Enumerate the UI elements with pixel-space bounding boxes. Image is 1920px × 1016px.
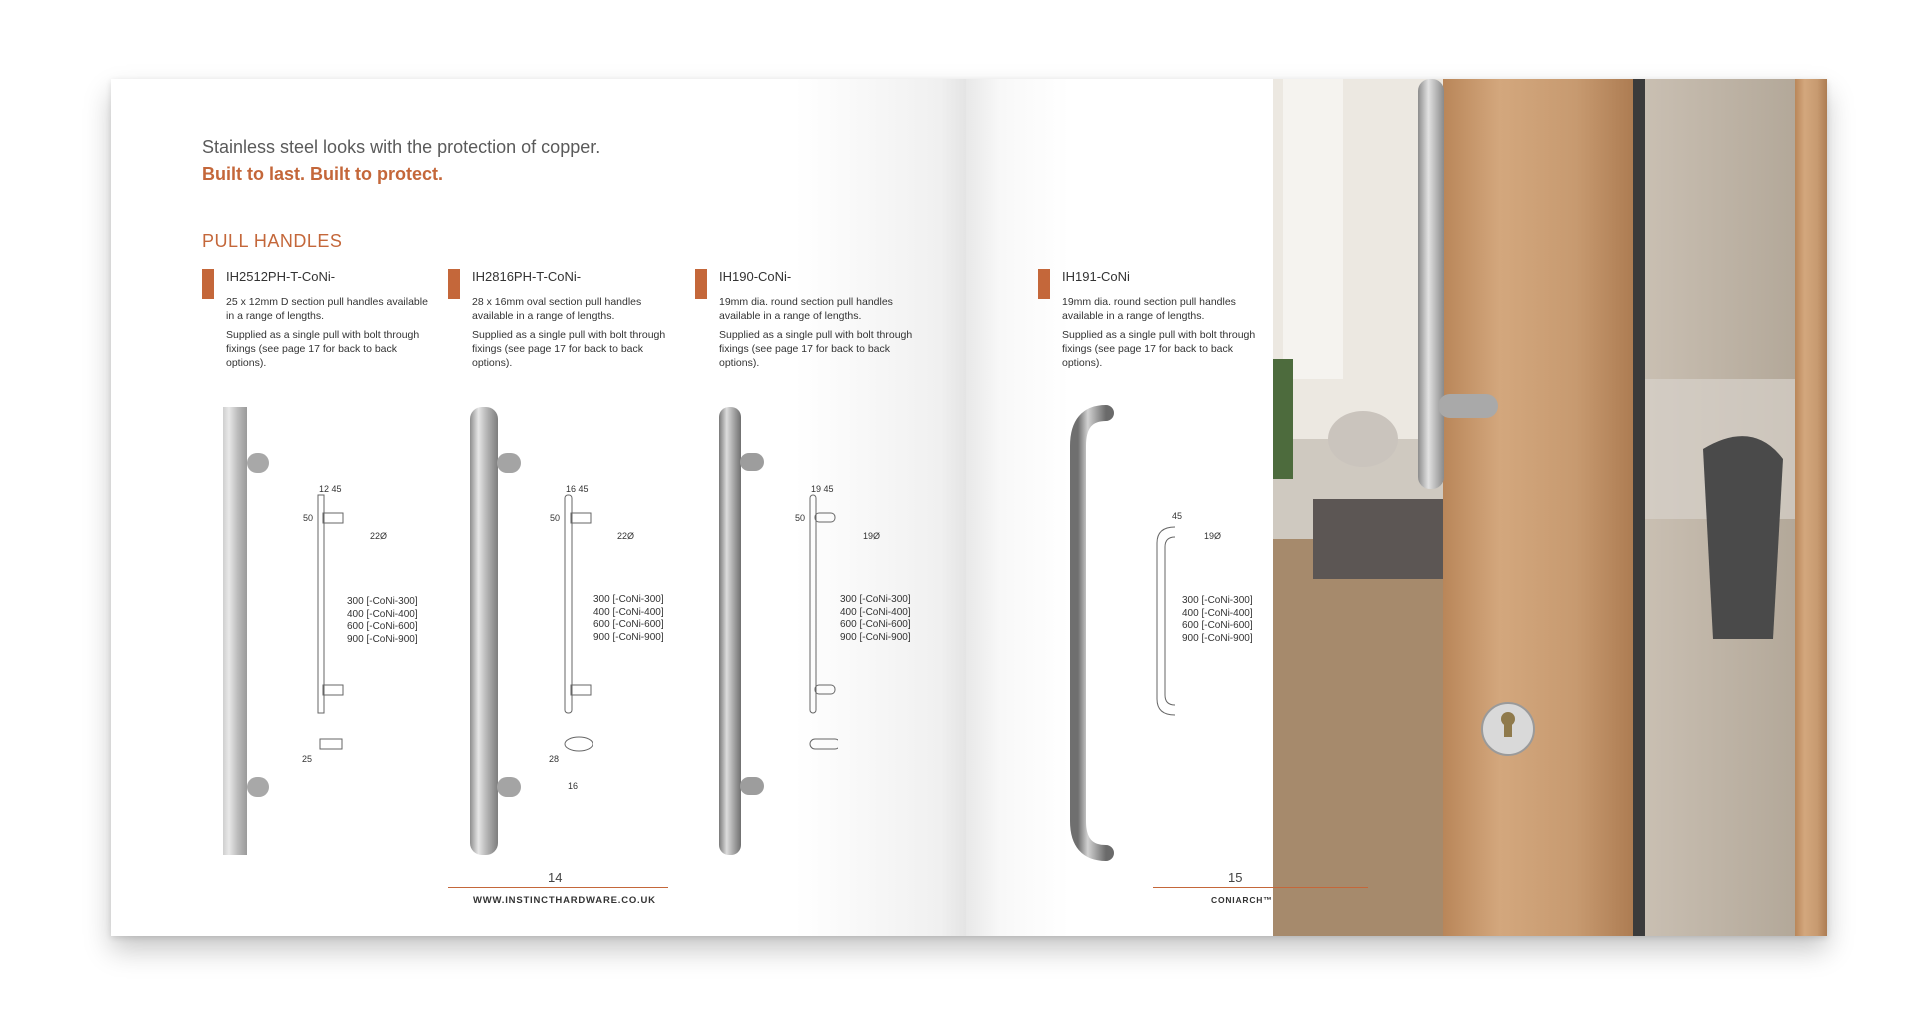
dimension-section: 25	[302, 754, 313, 764]
dimension-diameter: 22Ø	[617, 531, 635, 541]
footer-rule	[1153, 887, 1368, 888]
d-pull-handle-image	[1066, 401, 1126, 861]
description-line-2: Supplied as a single pull with bolt through fixings (see page 17 for back to back options).	[1062, 329, 1256, 369]
technical-drawing	[778, 489, 838, 819]
size-item: 900 [-CoNi-900]	[347, 633, 418, 645]
dimension-top: 12 45	[319, 484, 342, 494]
description-line-1: 19mm dia. round section pull handles available in a range of lengths.	[1062, 296, 1236, 322]
product-description	[472, 295, 677, 375]
accent-marker	[202, 269, 214, 299]
size-item: 600 [-CoNi-600]	[840, 619, 911, 630]
brochure-spread	[111, 79, 1827, 936]
website-url: WWW.INSTINCTHARDWARE.CO.UK	[473, 895, 656, 906]
dimension-diameter: 19Ø	[1204, 531, 1222, 541]
size-item: 900 [-CoNi-900]	[1182, 632, 1253, 644]
dimension-top: 19 45	[811, 484, 834, 494]
size-item: 300 [-CoNi-300]	[347, 596, 418, 607]
office-door-illustration	[1273, 79, 1827, 936]
page-number-right: 15	[1228, 870, 1243, 885]
tagline: Stainless steel looks with the protection of copper.	[202, 137, 601, 157]
size-item: 400 [-CoNi-400]	[347, 608, 418, 620]
product-code: IH191-CoNi	[1062, 269, 1130, 284]
footer-rule	[448, 887, 668, 888]
size-item: 400 [-CoNi-400]	[593, 606, 664, 618]
product-code: IH2512PH-T-CoNi-	[226, 269, 336, 284]
dimension-section-depth: 16	[568, 781, 579, 791]
dimension-top: 16 45	[566, 484, 589, 494]
round-section-handle-image	[719, 407, 779, 857]
description-line-2: Supplied as a single pull with bolt through fixings (see page 17 for back to back options).	[719, 329, 913, 369]
size-item: 300 [-CoNi-300]	[593, 594, 664, 605]
size-list	[593, 594, 664, 644]
product-description	[719, 295, 924, 375]
size-item: 300 [-CoNi-300]	[1182, 595, 1253, 606]
d-section-handle-image	[223, 407, 283, 857]
dimension-diameter: 22Ø	[370, 531, 388, 541]
dimension-side: 50	[795, 513, 806, 523]
size-item: 600 [-CoNi-600]	[347, 621, 418, 632]
oval-section-handle-image	[470, 407, 530, 857]
description-line-2: Supplied as a single pull with bolt through fixings (see page 17 for back to back options).	[226, 329, 420, 369]
door-photo	[1273, 79, 1827, 936]
size-item: 600 [-CoNi-600]	[1182, 620, 1253, 631]
size-item: 400 [-CoNi-400]	[1182, 607, 1253, 619]
accent-marker	[695, 269, 707, 299]
product-description	[226, 295, 431, 375]
size-list	[1182, 595, 1253, 645]
right-page	[966, 79, 1827, 936]
technical-drawing	[286, 489, 346, 819]
tagline-accent: Built to last. Built to protect.	[202, 164, 443, 184]
description-line-1: 25 x 12mm D section pull handles available in a range of lengths.	[226, 296, 428, 322]
brand-name: CONIARCH™	[1211, 895, 1273, 905]
product-code: IH190-CoNi-	[719, 269, 792, 284]
accent-marker	[1038, 269, 1050, 299]
product-code: IH2816PH-T-CoNi-	[472, 269, 582, 284]
section-title: PULL HANDLES	[202, 231, 343, 251]
accent-marker	[448, 269, 460, 299]
size-item: 300 [-CoNi-300]	[840, 594, 911, 605]
size-item: 400 [-CoNi-400]	[840, 606, 911, 618]
dimension-top: 45	[1172, 511, 1183, 521]
description-line-1: 19mm dia. round section pull handles available in a range of lengths.	[719, 296, 893, 322]
description-line-2: Supplied as a single pull with bolt through fixings (see page 17 for back to back options).	[472, 329, 666, 369]
description-line-1: 28 x 16mm oval section pull handles available in a range of lengths.	[472, 296, 642, 322]
technical-drawing	[533, 489, 593, 819]
size-list	[347, 596, 418, 646]
size-item: 900 [-CoNi-900]	[840, 631, 911, 643]
size-item: 900 [-CoNi-900]	[593, 631, 664, 643]
product-description	[1062, 295, 1267, 375]
left-page	[111, 79, 966, 936]
dimension-side: 50	[550, 513, 561, 523]
dimension-section: 28	[549, 754, 560, 764]
dimension-diameter: 19Ø	[863, 531, 881, 541]
page-number-left: 14	[548, 870, 563, 885]
size-item: 600 [-CoNi-600]	[593, 619, 664, 630]
size-list	[840, 594, 911, 644]
dimension-side: 50	[303, 513, 314, 523]
